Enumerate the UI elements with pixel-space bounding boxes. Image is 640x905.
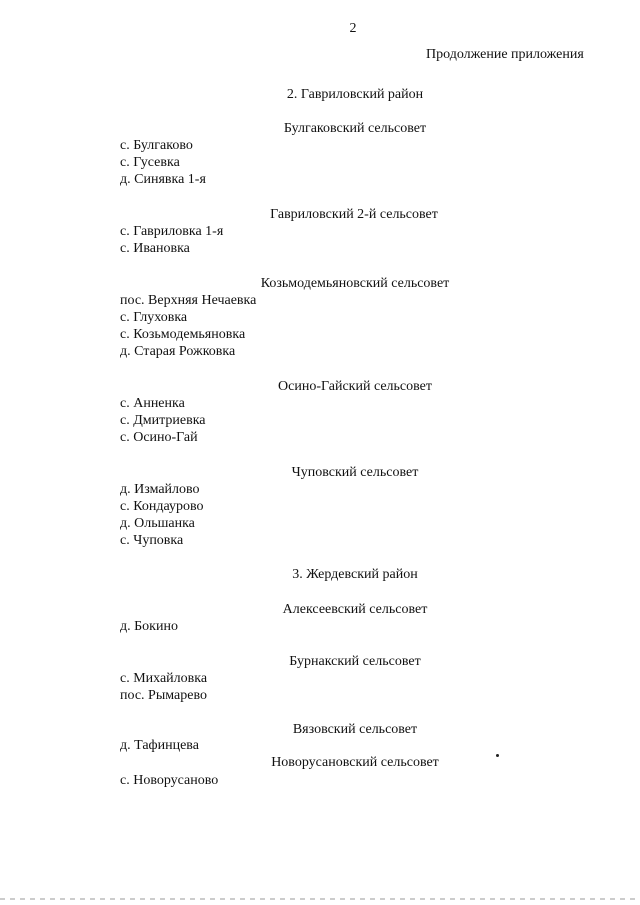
district-heading: 3. Жердевский район — [292, 567, 418, 582]
council-heading: Гавриловский 2-й сельсовет — [270, 207, 438, 222]
place-item: с. Михайловка — [120, 671, 208, 686]
continuation-note: Продолжение приложения — [426, 47, 584, 62]
place-item: д. Старая Рожковка — [120, 344, 236, 359]
place-item: с. Гавриловка 1-я — [120, 224, 224, 239]
page-number: 2 — [349, 21, 357, 36]
place-item: пос. Рымарево — [120, 688, 207, 703]
place-item: с. Глуховка — [120, 310, 188, 325]
council-heading: Новорусановский сельсовет — [271, 755, 439, 770]
council-heading: Осино-Гайский сельсовет — [278, 379, 432, 394]
place-item: с. Анненка — [120, 396, 185, 411]
place-item: д. Бокино — [120, 619, 178, 634]
place-item: д. Измайлово — [120, 482, 200, 497]
place-item: с. Козьмодемьяновка — [120, 327, 246, 342]
place-item: с. Дмитриевка — [120, 413, 206, 428]
council-heading: Бурнакский сельсовет — [289, 654, 421, 669]
council-heading: Булгаковский сельсовет — [283, 121, 427, 136]
district-heading: 2. Гавриловский район — [286, 87, 424, 102]
place-item: д. Тафинцева — [120, 738, 199, 753]
council-heading: Козьмодемьяновский сельсовет — [260, 276, 450, 291]
place-item: д. Ольшанка — [120, 516, 195, 531]
place-item: д. Синявка 1-я — [120, 172, 206, 187]
place-item: с. Булгаково — [120, 138, 193, 153]
place-item: с. Гусевка — [120, 155, 180, 170]
scan-edge-noise — [0, 898, 640, 900]
place-item: с. Ивановка — [120, 241, 190, 256]
place-item: с. Кондаурово — [120, 499, 204, 514]
place-item: с. Новорусаново — [120, 773, 219, 788]
place-item: пос. Верхняя Нечаевка — [120, 293, 257, 308]
council-heading: Чуповский сельсовет — [291, 465, 419, 480]
place-item: с. Осино-Гай — [120, 430, 198, 445]
council-heading: Вязовский сельсовет — [292, 722, 418, 737]
council-heading: Алексеевский сельсовет — [282, 602, 428, 617]
place-item: с. Чуповка — [120, 533, 184, 548]
scan-speck — [496, 754, 499, 757]
